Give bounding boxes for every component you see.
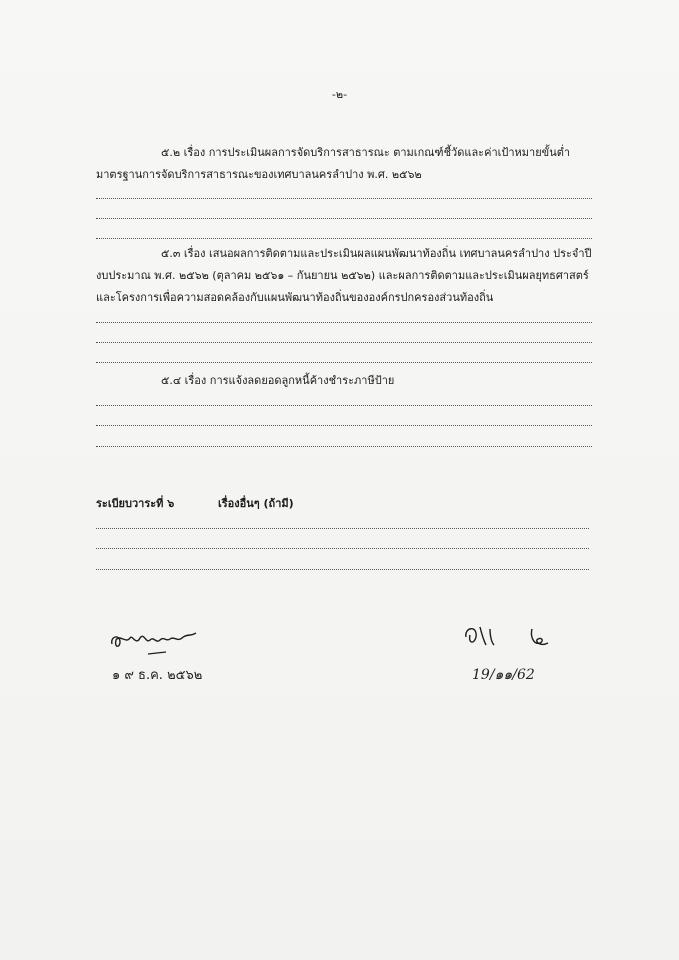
item-5-2-line-2: มาตรฐานการจัดบริการสาธารณะของเทศบาลนครลำปาง พ.ศ. ๒๕๖๒	[96, 168, 422, 181]
item-5-3-line-1: ๕.๓ เรื่อง เสนอผลการติดตามและประเมินผลแผนพัฒนาท้องถิ่น เทศบาลนครลำปาง ประจำปี	[161, 247, 592, 260]
dotted-line	[96, 322, 592, 323]
dotted-line	[96, 446, 592, 447]
dotted-line	[96, 362, 592, 363]
dotted-line	[96, 198, 592, 199]
item-5-2-line-1: ๕.๒ เรื่อง การประเมินผลการจัดบริการสาธารณะ ตามเกณฑ์ชี้วัดและค่าเป้าหมายขั้นต่ำ	[161, 146, 571, 159]
dotted-line	[96, 569, 589, 570]
dotted-line	[96, 548, 589, 549]
dotted-line	[96, 238, 592, 239]
right-signature	[460, 615, 560, 655]
agenda-6-title: เรื่องอื่นๆ (ถ้ามี)	[218, 497, 294, 510]
dotted-line	[96, 425, 592, 426]
item-5-3-line-2: งบประมาณ พ.ศ. ๒๕๖๒ (ตุลาคม ๒๕๖๑ – กันยายน ๒๕๖๒) และผลการติดตามและประเมินผลยุทธศาสตร์	[96, 269, 589, 282]
dotted-line	[96, 218, 592, 219]
dotted-line	[96, 342, 592, 343]
item-5-4-line-1: ๕.๔ เรื่อง การแจ้งลดยอดลูกหนี้ค้างชำระภาษีป้าย	[161, 374, 395, 387]
dotted-line	[96, 405, 592, 406]
item-5-3-line-3: และโครงการเพื่อความสอดคล้องกับแผนพัฒนาท้องถิ่นขององค์กรปกครองส่วนท้องถิ่น	[96, 291, 494, 304]
left-date: ๑ ๙ ธ.ค. ๒๕๖๒	[112, 668, 203, 683]
agenda-6-label: ระเบียบวาระที่ ๖	[96, 497, 175, 510]
page-number: -๒-	[331, 88, 348, 101]
left-signature	[108, 620, 208, 658]
right-date: 19/๑๑/62	[472, 667, 535, 683]
dotted-line	[96, 528, 589, 529]
